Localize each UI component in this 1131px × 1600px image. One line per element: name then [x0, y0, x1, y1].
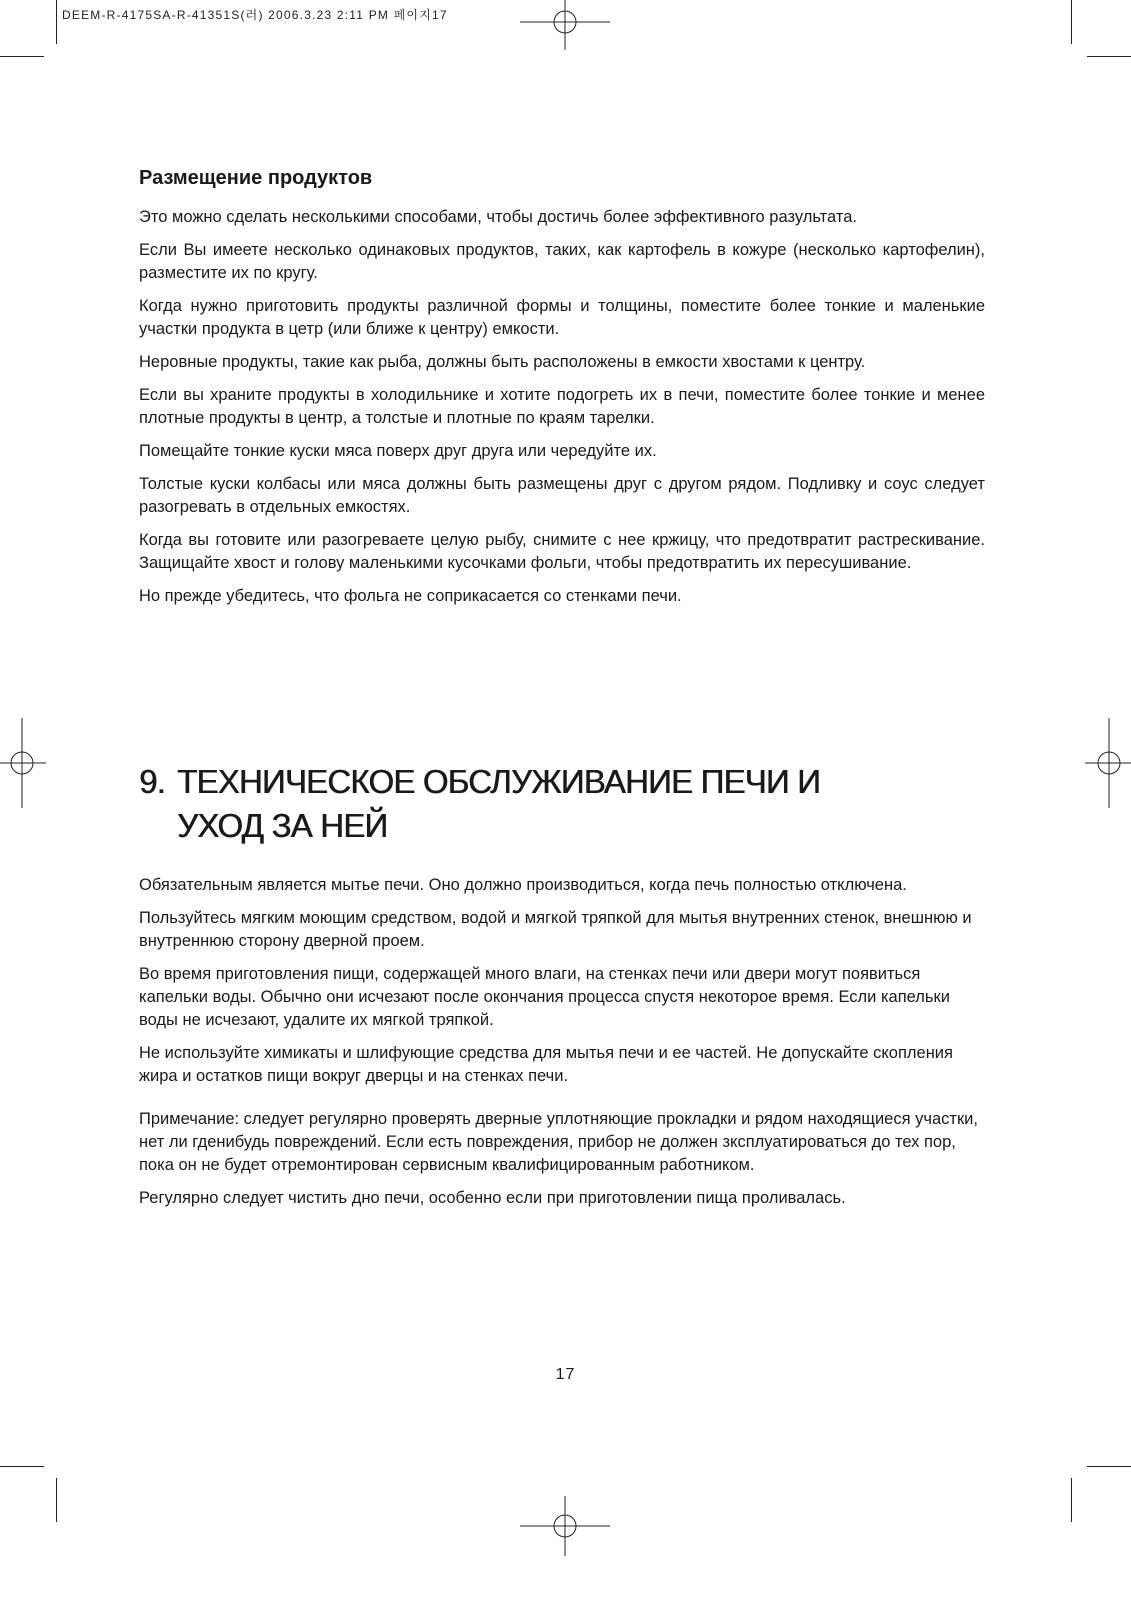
crop-mark-bottom-right-v [1071, 1478, 1072, 1522]
note-paragraph: Примечание: следует регулярно проверять дверные уплотняющие прокладки и рядом находящиеся участки, нет ли гденибудь повреждений. Если есть повреждения, прибор не должен зксплуатироваться до тех пор, пока он не будет отремонтирован сервисным квалифицированным работником. [139, 1110, 978, 1174]
page-number: 17 [555, 1366, 576, 1383]
paragraph: Если вы храните продукты в холодильнике и хотите подогреть их в печи, поместите более тонкие и менее плотные продукты в центр, а толстые и плотные по краям тарелки. [139, 386, 985, 427]
registration-mark-right [1085, 718, 1131, 808]
crop-mark-top-right-h [1087, 56, 1131, 57]
crop-mark-top-left-h [0, 56, 44, 57]
chapter-title-line2: УХОД ЗА НЕЙ [177, 807, 388, 844]
section-subtitle: Размещение продуктов [139, 167, 373, 189]
paragraph: Когда нужно приготовить продукты различной формы и толщины, поместите более тонкие и маленькие участки продукта в цетр (или ближе к центру) емкости. [139, 297, 985, 338]
crop-mark-top-right-v [1071, 0, 1072, 44]
crop-mark-bottom-left-v [56, 1478, 57, 1522]
paragraph: Но прежде убедитесь, что фольга не соприкасается со стенками печи. [139, 587, 682, 605]
section-product-placement [139, 164, 985, 618]
paragraph: Толстые куски колбасы или мяса должны быть размещены друг с другом рядом. Подливку и соус следует разогревать в отдельных емкостях. [139, 475, 985, 516]
paragraph: Когда вы готовите или разогреваете целую рыбу, снимите с нее кржицу, что предотвратит растрескивание. Защищайте хвост и голову маленькими кусочками фольги, чтобы предотвратить их пересушивание. [139, 531, 985, 572]
registration-mark-bottom [520, 1496, 610, 1556]
paragraph: Помещайте тонкие куски мяса поверх друг друга или чередуйте их. [139, 442, 657, 460]
print-header: DEEM-R-4175SA-R-41351S(러) 2006.3.23 2:11 PM 페이지17 [62, 8, 448, 22]
paragraph: Не используйте химикаты и шлифующие средства для мытья печи и ее частей. Не допускайте скопления жира и остатков пищи вокруг дверцы и на стенках печи. [139, 1044, 953, 1085]
paragraph: Обязательным является мытье печи. Оно должно производиться, когда печь полностью отключена. [139, 876, 907, 894]
registration-mark-top [520, 0, 610, 50]
chapter-title [139, 760, 985, 848]
section-maintenance [139, 760, 985, 1220]
paragraph: Пользуйтесь мягким моющим средством, водой и мягкой тряпкой для мытья внутренних стенок, внешнюю и внутреннюю сторону дверной проем. [139, 909, 972, 950]
paragraph: Это можно сделать несколькими способами, чтобы достичь более эффективного разультата. [139, 208, 857, 226]
paragraph: Регулярно следует чистить дно печи, особенно если при приготовлении пища проливалась. [139, 1189, 846, 1207]
paragraph: Неровные продукты, такие как рыба, должны быть расположены в емкости хвостами к центру. [139, 353, 866, 371]
chapter-number: 9. [139, 763, 165, 800]
crop-mark-bottom-right-h [1087, 1466, 1131, 1467]
chapter-title-line1: ТЕХНИЧЕСКОЕ ОБСЛУЖИВАНИЕ ПЕЧИ И [177, 763, 820, 800]
paragraph: Если Вы имеете несколько одинаковых продуктов, таких, как картофель в кожуре (несколько картофелин), разместите их по кругу. [139, 241, 985, 282]
crop-mark-top-left-v [56, 0, 57, 44]
crop-mark-bottom-left-h [0, 1466, 44, 1467]
paragraph: Во время приготовления пищи, содержащей много влаги, на стенках печи или двери могут появиться капельки воды. Обычно они исчезают после окончания процесса спустя некоторое время. Если капельки воды не исчезают, удалите их мягкой тряпкой. [139, 965, 950, 1029]
registration-mark-left [0, 718, 46, 808]
